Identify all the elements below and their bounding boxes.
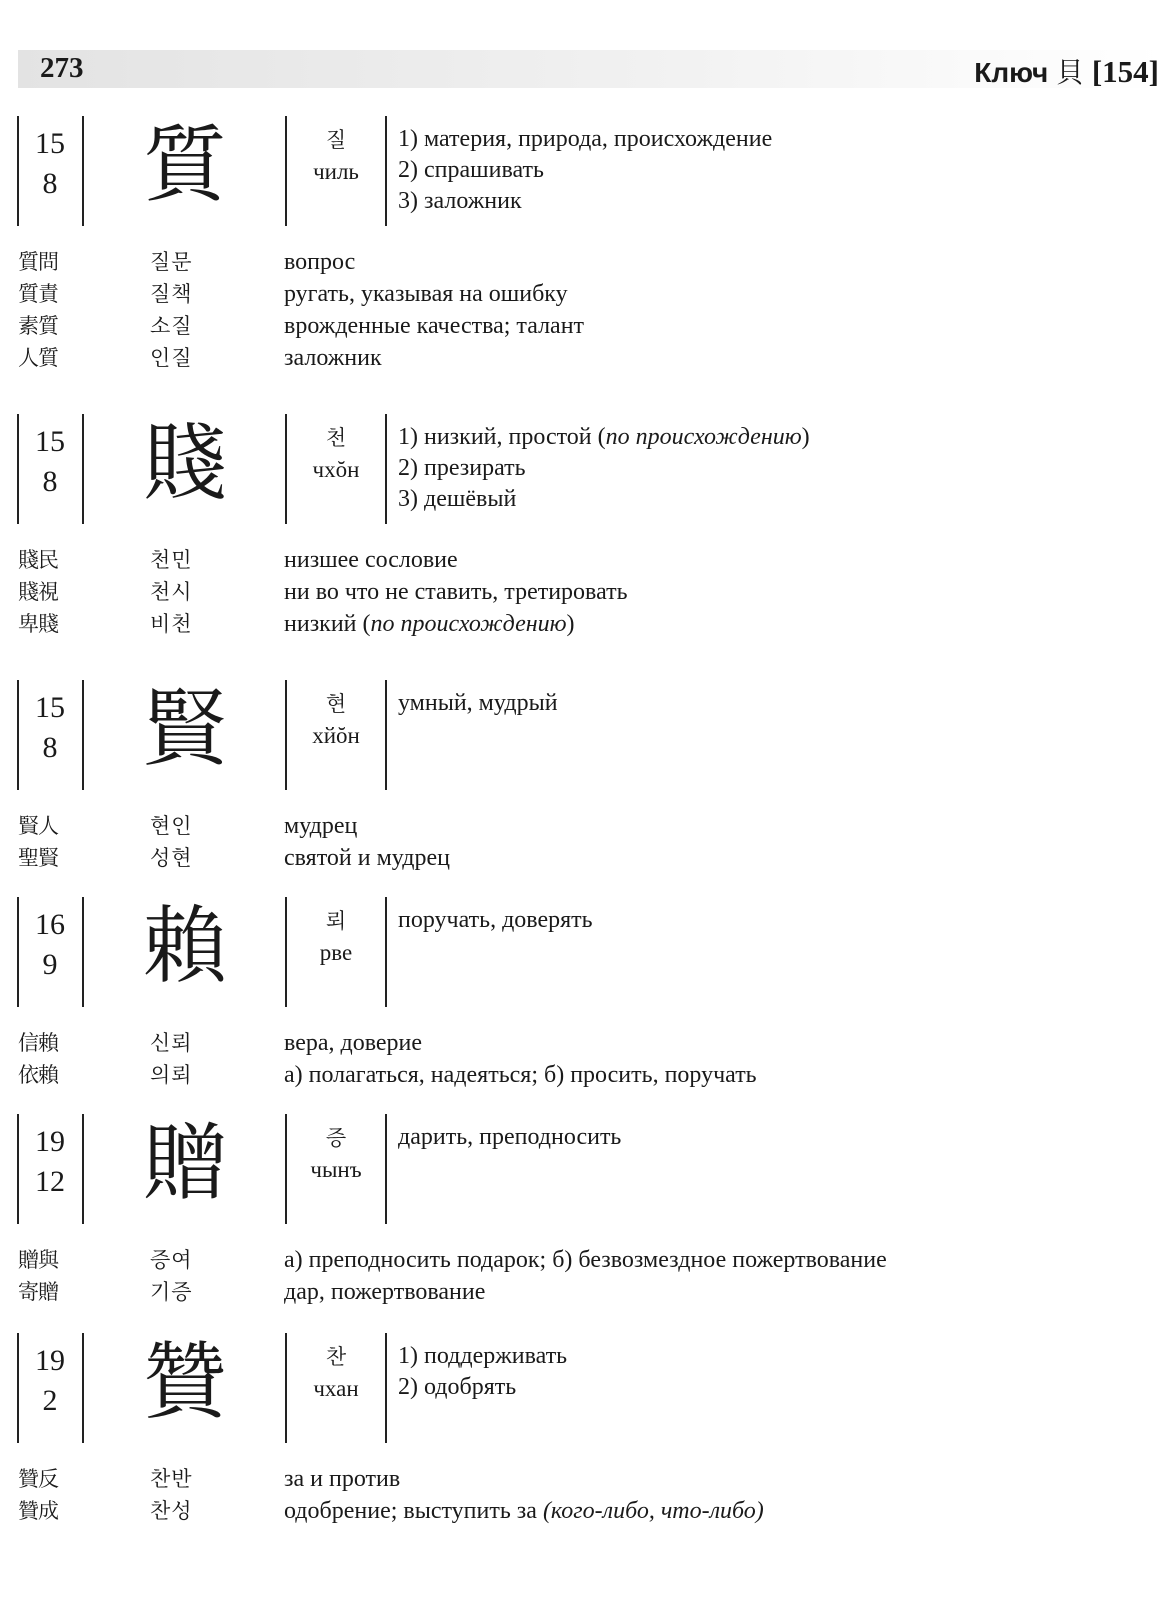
compound-row (0, 1059, 1171, 1091)
compound-row (0, 1463, 1171, 1495)
transcription: хйŏн (312, 723, 360, 748)
compound-hanja: 質問 (18, 250, 58, 274)
divider (82, 1114, 84, 1224)
compound-row (0, 1495, 1171, 1527)
stroke-counts (20, 688, 80, 768)
divider (17, 1333, 19, 1443)
compound-translation (284, 1495, 764, 1527)
compound-hanja: 賤民 (18, 548, 58, 572)
divider (82, 116, 84, 226)
meaning: 2) презирать (398, 455, 526, 481)
meanings (398, 124, 772, 217)
compound-translation: низшее сословие (284, 547, 458, 573)
divider (285, 1333, 287, 1443)
dictionary-entry (0, 414, 1171, 640)
dictionary-entry (0, 116, 1171, 374)
korean-reading: 찬 (325, 1345, 347, 1369)
compound-row (0, 1244, 1171, 1276)
compound-korean: 의뢰 (150, 1063, 193, 1087)
compound-korean: 비천 (150, 612, 193, 636)
translation-text: низкий ( (284, 611, 371, 637)
compound-hanja: 寄贈 (18, 1280, 58, 1304)
transcription: чиль (313, 159, 359, 184)
compound-korean: 천민 (150, 548, 193, 572)
divider (82, 1333, 84, 1443)
entry-head (0, 414, 1171, 524)
stroke-total: 19 (35, 1125, 65, 1158)
radical-key-title (974, 51, 1159, 91)
reading (288, 905, 384, 969)
compound-translation: вопрос (284, 249, 356, 275)
compound-hanja: 贊反 (18, 1467, 58, 1491)
compound-translation: ни во что не ставить, третировать (284, 579, 628, 605)
meanings (398, 905, 593, 936)
korean-reading: 현 (325, 692, 347, 716)
divider (385, 414, 387, 524)
stroke-extra: 8 (42, 465, 58, 498)
compound-row (0, 310, 1171, 342)
compound-translation: святой и мудрец (284, 845, 450, 871)
meanings (398, 1122, 621, 1153)
meaning: 1) поддерживать (398, 1343, 568, 1369)
compound-row (0, 1276, 1171, 1308)
translation-text: одобрение; выступить за (284, 1498, 543, 1524)
compound-hanja: 依賴 (18, 1063, 58, 1087)
stroke-total: 15 (35, 127, 65, 160)
entry-head (0, 897, 1171, 1007)
compound-translation (284, 608, 575, 640)
meaning: умный, мудрый (398, 690, 558, 716)
stroke-extra: 2 (42, 1384, 58, 1417)
compound-row (0, 342, 1171, 374)
meaning: 1) материя, природа, происхождение (398, 126, 773, 152)
compound-korean: 증여 (150, 1248, 193, 1272)
meanings (398, 1341, 567, 1403)
reading (288, 688, 384, 752)
stroke-counts (20, 1122, 80, 1202)
dictionary-entry (0, 1114, 1171, 1308)
divider (17, 1114, 19, 1224)
stroke-extra: 12 (35, 1165, 65, 1198)
compounds-list (0, 810, 1171, 874)
divider (385, 1114, 387, 1224)
meaning: 3) дешёвый (398, 486, 517, 512)
compound-korean: 질책 (150, 282, 193, 306)
compound-korean: 성현 (150, 846, 193, 870)
compound-korean: 기증 (150, 1280, 193, 1304)
meaning: 2) одобрять (398, 1374, 517, 1400)
divider (285, 414, 287, 524)
stroke-total: 15 (35, 425, 65, 458)
compound-korean: 인질 (150, 346, 193, 370)
compounds-list (0, 544, 1171, 640)
divider (385, 680, 387, 790)
compound-korean: 찬성 (150, 1499, 193, 1523)
meaning: дарить, преподносить (398, 1124, 622, 1150)
compound-hanja: 信賴 (18, 1031, 58, 1055)
headword-hanja: 贊 (142, 1333, 227, 1431)
compound-translation: врожденные качества; талант (284, 313, 585, 339)
compound-translation: вера, доверие (284, 1030, 423, 1056)
divider (285, 1114, 287, 1224)
compound-row (0, 246, 1171, 278)
transcription: чхŏн (312, 457, 360, 482)
compound-korean: 찬반 (150, 1467, 193, 1491)
compound-row (0, 278, 1171, 310)
page-number: 273 (40, 52, 84, 84)
korean-reading: 질 (325, 128, 347, 152)
stroke-counts (20, 124, 80, 204)
compound-row (0, 810, 1171, 842)
dictionary-entry (0, 680, 1171, 874)
transcription: рве (319, 940, 353, 965)
compound-row (0, 544, 1171, 576)
stroke-total: 16 (35, 908, 65, 941)
meaning: 3) заложник (398, 188, 522, 214)
reading (288, 1341, 384, 1405)
compound-hanja: 賢人 (18, 814, 58, 838)
reading (288, 1122, 384, 1186)
compounds-list (0, 1463, 1171, 1527)
compound-translation: ругать, указывая на ошибку (284, 281, 568, 307)
divider (385, 116, 387, 226)
stroke-counts (20, 1341, 80, 1421)
meaning: 2) спрашивать (398, 157, 544, 183)
headword-hanja: 賴 (142, 897, 227, 995)
meanings (398, 688, 558, 719)
divider (285, 897, 287, 1007)
transcription: чхан (313, 1376, 359, 1401)
compound-row (0, 608, 1171, 640)
headword-hanja: 賤 (142, 414, 227, 512)
stroke-counts (20, 905, 80, 985)
translation-text: ) (566, 611, 575, 637)
key-radical-char: 貝 (1056, 56, 1085, 89)
korean-reading: 증 (325, 1126, 347, 1150)
divider (82, 680, 84, 790)
compound-hanja: 素質 (18, 314, 58, 338)
compound-translation: за и против (284, 1466, 401, 1492)
divider (285, 680, 287, 790)
compound-translation: заложник (284, 345, 382, 371)
divider (17, 414, 19, 524)
stroke-total: 15 (35, 691, 65, 724)
entry-head (0, 1114, 1171, 1224)
compound-hanja: 贈與 (18, 1248, 58, 1272)
divider (385, 1333, 387, 1443)
compound-hanja: 人質 (18, 346, 58, 370)
compound-row (0, 842, 1171, 874)
compound-row (0, 576, 1171, 608)
divider (82, 897, 84, 1007)
translation-italic-note: по происхождению (370, 611, 567, 637)
compound-korean: 소질 (150, 314, 193, 338)
page-header (18, 50, 1163, 88)
stroke-extra: 8 (42, 731, 58, 764)
compounds-list (0, 1027, 1171, 1091)
compounds-list (0, 246, 1171, 374)
compound-korean: 신뢰 (150, 1031, 193, 1055)
korean-reading: 뢰 (325, 909, 347, 933)
key-radical-number: [154] (1091, 54, 1159, 89)
stroke-extra: 8 (42, 167, 58, 200)
korean-reading: 천 (325, 426, 347, 450)
compound-korean: 현인 (150, 814, 193, 838)
divider (385, 897, 387, 1007)
reading (288, 124, 384, 188)
compound-translation: мудрец (284, 813, 358, 839)
compound-hanja: 賤視 (18, 580, 58, 604)
divider (17, 680, 19, 790)
divider (17, 897, 19, 1007)
meanings (398, 422, 810, 515)
entry-head (0, 1333, 1171, 1443)
reading (288, 422, 384, 486)
entry-head (0, 680, 1171, 790)
compound-hanja: 卑賤 (18, 612, 58, 636)
headword-hanja: 贈 (142, 1114, 227, 1212)
stroke-counts (20, 422, 80, 502)
compound-hanja: 聖賢 (18, 846, 58, 870)
compound-row (0, 1027, 1171, 1059)
compound-translation: а) преподносить подарок; б) безвозмездное пожертвование (284, 1247, 887, 1273)
divider (285, 116, 287, 226)
divider (82, 414, 84, 524)
divider (17, 116, 19, 226)
compound-hanja: 質責 (18, 282, 58, 306)
compound-translation: дар, пожертвование (284, 1279, 486, 1305)
compound-korean: 천시 (150, 580, 193, 604)
stroke-total: 19 (35, 1344, 65, 1377)
compound-korean: 질문 (150, 250, 193, 274)
headword-hanja: 質 (142, 116, 227, 214)
meaning: поручать, доверять (398, 907, 593, 933)
entry-head (0, 116, 1171, 226)
compound-hanja: 贊成 (18, 1499, 58, 1523)
headword-hanja: 賢 (142, 680, 227, 778)
dictionary-entry (0, 1333, 1171, 1527)
stroke-extra: 9 (42, 948, 58, 981)
key-label: Ключ (974, 57, 1049, 88)
dictionary-entry (0, 897, 1171, 1091)
compounds-list (0, 1244, 1171, 1308)
compound-translation: а) полагаться, надеяться; б) просить, поручать (284, 1062, 757, 1088)
meaning: 1) низкий, простой (по происхождению) (398, 424, 810, 450)
translation-italic-note: (кого-либо, что-либо) (542, 1498, 764, 1524)
transcription: чынъ (310, 1157, 362, 1182)
